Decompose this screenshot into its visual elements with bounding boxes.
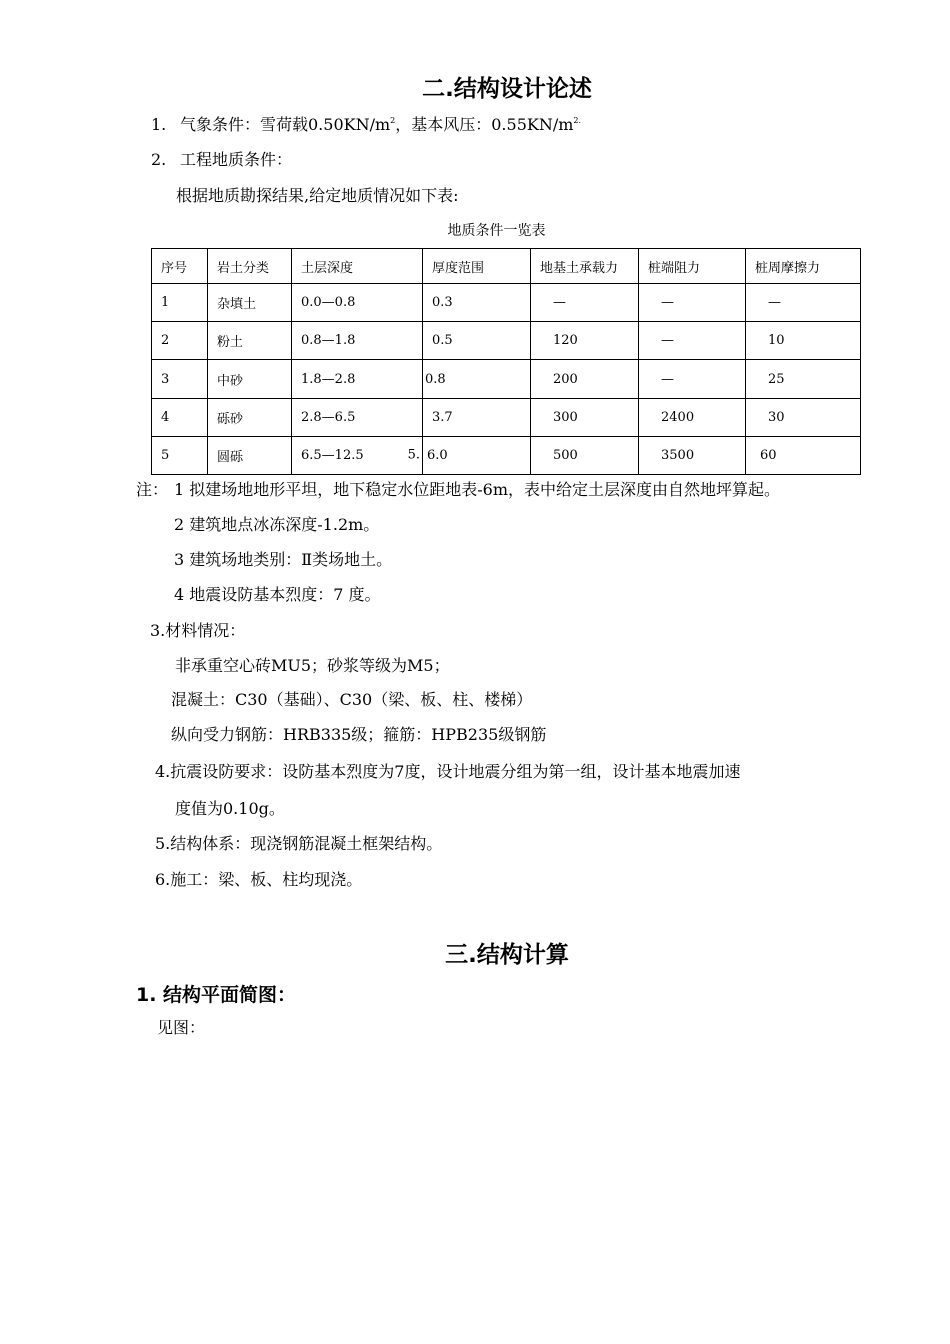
table-caption: 地质条件一览表 bbox=[447, 223, 546, 239]
table-cell: 3500 bbox=[639, 436, 746, 474]
table-cell: 120 bbox=[531, 322, 639, 360]
table-cell: 砾砂 bbox=[208, 398, 292, 436]
table-cell: 0.3 bbox=[423, 284, 531, 322]
notes-label: 注： bbox=[136, 480, 169, 499]
item-4-line-1: 4.抗震设防要求：设防基本烈度为7度，设计地震分组为第一组，设计基本地震加速 bbox=[155, 762, 741, 781]
table-cell: — bbox=[531, 284, 639, 322]
note-4: 4 地震设防基本烈度：7 度。 bbox=[174, 585, 381, 604]
item-2-number: 2. bbox=[151, 150, 167, 169]
snow-load-text: 气象条件：雪荷载0.50KN/m bbox=[180, 115, 391, 134]
table-row bbox=[152, 436, 861, 474]
stray-mark: 5. bbox=[407, 447, 420, 463]
table-row bbox=[152, 322, 861, 360]
table-cell: 25 bbox=[746, 360, 861, 398]
table-cell: 1 bbox=[152, 284, 208, 322]
table-cell: 1.8—2.8 bbox=[292, 360, 423, 398]
table-cell: — bbox=[639, 284, 746, 322]
table-cell: — bbox=[639, 360, 746, 398]
see-figure-text: 见图： bbox=[157, 1018, 206, 1037]
item-1-weather bbox=[180, 115, 581, 135]
table-cell: 5 bbox=[152, 436, 208, 474]
header-cell: 序号 bbox=[152, 249, 208, 284]
materials-line-2: 混凝土：C30（基础）、C30（梁、板、柱、楼梯） bbox=[171, 690, 533, 709]
item-6: 6.施工：梁、板、柱均现浇。 bbox=[155, 870, 363, 889]
table-intro: 根据地质勘探结果,给定地质情况如下表: bbox=[176, 186, 459, 205]
header-cell: 土层深度 bbox=[292, 249, 423, 284]
table-cell: 6.0 bbox=[423, 436, 531, 474]
unit-superscript: 2 bbox=[390, 116, 396, 125]
item-1-number: 1. bbox=[151, 115, 167, 134]
table-row bbox=[152, 284, 861, 322]
table-cell bbox=[292, 436, 423, 474]
section-title-calculation: 三.结构计算 bbox=[445, 942, 569, 968]
table-cell: 200 bbox=[531, 360, 639, 398]
table-cell: — bbox=[746, 284, 861, 322]
table-cell: 2.8—6.5 bbox=[292, 398, 423, 436]
table-cell: 0.8 bbox=[423, 360, 531, 398]
geology-table bbox=[151, 248, 861, 475]
table-cell: 粉土 bbox=[208, 322, 292, 360]
table-cell: 2 bbox=[152, 322, 208, 360]
table-cell: 杂填土 bbox=[208, 284, 292, 322]
header-cell: 地基土承载力 bbox=[531, 249, 639, 284]
table-cell: 300 bbox=[531, 398, 639, 436]
note-3: 3 建筑场地类别：Ⅱ类场地土。 bbox=[174, 550, 393, 569]
cell-text: 6.5—12.5 bbox=[301, 447, 364, 463]
note-1: 1 拟建场地地形平坦，地下稳定水位距地表-6m，表中给定土层深度由自然地坪算起。 bbox=[174, 480, 781, 499]
table-cell: 0.8—1.8 bbox=[292, 322, 423, 360]
table-row bbox=[152, 398, 861, 436]
subsection-title: 1. 结构平面简图： bbox=[136, 984, 297, 1006]
table-cell: 60 bbox=[746, 436, 861, 474]
table-cell: 3.7 bbox=[423, 398, 531, 436]
table-cell: 30 bbox=[746, 398, 861, 436]
header-cell: 桩端阻力 bbox=[639, 249, 746, 284]
table-cell: — bbox=[639, 322, 746, 360]
item-5: 5.结构体系：现浇钢筋混凝土框架结构。 bbox=[155, 834, 443, 853]
header-cell: 桩周摩擦力 bbox=[746, 249, 861, 284]
section-title: 二.结构设计论述 bbox=[422, 76, 592, 102]
table-cell: 中砂 bbox=[208, 360, 292, 398]
table-cell: 500 bbox=[531, 436, 639, 474]
table-cell: 10 bbox=[746, 322, 861, 360]
table-cell: 圆砾 bbox=[208, 436, 292, 474]
table-cell: 0.5 bbox=[423, 322, 531, 360]
table-cell: 3 bbox=[152, 360, 208, 398]
materials-line-1: 非承重空心砖MU5；砂浆等级为M5； bbox=[175, 656, 450, 675]
table-cell: 2400 bbox=[639, 398, 746, 436]
table-cell: 0.0—0.8 bbox=[292, 284, 423, 322]
header-cell: 厚度范围 bbox=[423, 249, 531, 284]
table-header-row bbox=[152, 249, 861, 284]
item-4-line-2: 度值为0.10g。 bbox=[175, 799, 285, 818]
note-2: 2 建筑地点冰冻深度-1.2m。 bbox=[174, 515, 380, 534]
table-row bbox=[152, 360, 861, 398]
materials-title: 3.材料情况： bbox=[150, 621, 246, 640]
materials-line-3: 纵向受力钢筋：HRB335级；箍筋：HPB235级钢筋 bbox=[171, 725, 547, 744]
unit-superscript: 2. bbox=[573, 116, 582, 125]
item-2-geology: 工程地质条件： bbox=[180, 150, 293, 169]
header-cell: 岩土分类 bbox=[208, 249, 292, 284]
wind-pressure-text: ，基本风压：0.55KN/m bbox=[395, 115, 574, 134]
table-cell: 4 bbox=[152, 398, 208, 436]
